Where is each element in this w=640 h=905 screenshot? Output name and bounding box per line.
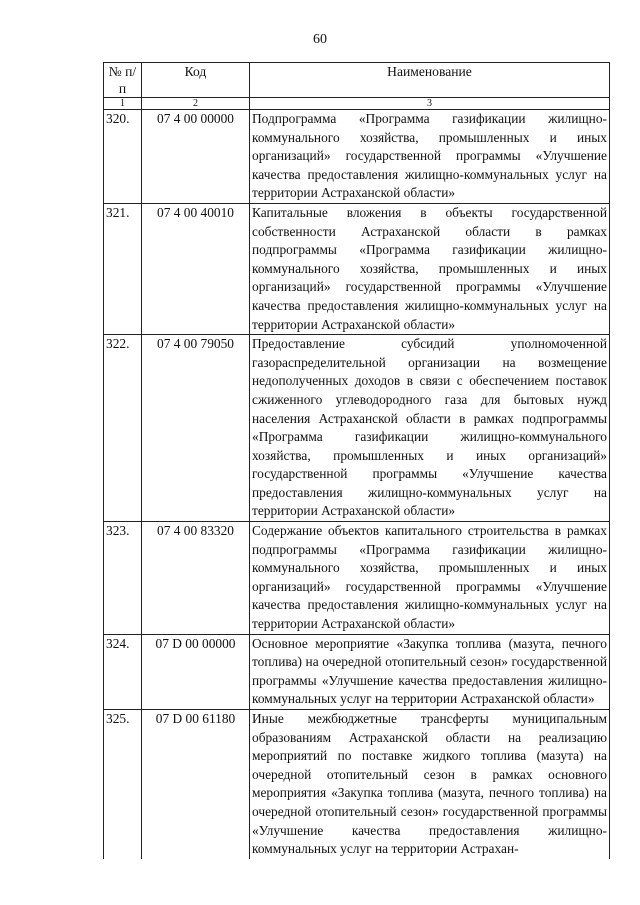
row-code: 07 4 00 00000	[142, 110, 250, 204]
column-index-row	[104, 98, 610, 110]
row-code: 07 4 00 40010	[142, 203, 250, 334]
row-number: 322.	[104, 335, 142, 522]
table-header-row	[104, 63, 610, 98]
row-name: Содержание объектов капитального строительства в рамках подпрограммы «Программа газификации жилищно-коммунального хозяйства, промышленных и иных организаций» государственной программы «Улучшение качества предоставления жилищно-коммунальных услуг на территории Астраханской области»	[250, 522, 610, 635]
row-name: Подпрограмма «Программа газификации жилищно-коммунального хозяйства, промышленных и иных организаций» государственной программы «Улучшение качества предоставления жилищно-коммунальных услуг на территории Астраханской области»	[250, 110, 610, 204]
header-name: Наименование	[250, 63, 610, 98]
row-number: 321.	[104, 203, 142, 334]
row-number: 320.	[104, 110, 142, 204]
row-code: 07 4 00 83320	[142, 522, 250, 635]
table-row	[104, 110, 610, 204]
table-row	[104, 203, 610, 334]
budget-classification-table	[103, 62, 610, 859]
row-name: Основное мероприятие «Закупка топлива (мазута, печного топлива) на очередной отопительный сезон» государственной программы «Улучшение качества предоставления жилищно-коммунальных услуг на территории Астраханской области»	[250, 634, 610, 709]
column-index: 1	[104, 98, 142, 110]
row-name: Предоставление субсидий уполномоченной газораспределительной организации на возмещение недополученных доходов в связи с обеспечением поставок сжиженного углеводородного газа для бытовых нужд населения Астраханской области в рамках подпрограммы «Программа газификации жилищно-коммунального хозяйства, промышленных и иных организаций» государственной программы «Улучшение качества предоставления жилищно-коммунальных услуг на территории Астраханской области»	[250, 335, 610, 522]
column-index: 3	[250, 98, 610, 110]
row-code: 07 4 00 79050	[142, 335, 250, 522]
table-row	[104, 634, 610, 709]
table-row	[104, 335, 610, 522]
row-code: 07 D 00 00000	[142, 634, 250, 709]
header-num: № п/п	[104, 63, 142, 98]
row-name: Иные межбюджетные трансферты муниципальным образованиям Астраханской области на реализацию мероприятий по поставке жидкого топлива (мазута) на очередной отопительный сезон в рамках основного мероприятия «Закупка топлива (мазута, печного топлива) на очередной отопительный сезон» государственной программы «Улучшение качества предоставления жилищно-коммунальных услуг на территории Астрахан-	[250, 710, 610, 859]
row-number: 323.	[104, 522, 142, 635]
row-code: 07 D 00 61180	[142, 710, 250, 859]
page-number: 60	[313, 32, 327, 47]
table-row	[104, 522, 610, 635]
column-index: 2	[142, 98, 250, 110]
header-code: Код	[142, 63, 250, 98]
row-number: 325.	[104, 710, 142, 859]
row-number: 324.	[104, 634, 142, 709]
table-row	[104, 710, 610, 859]
row-name: Капитальные вложения в объекты государственной собственности Астраханской области в рамках подпрограммы «Программа газификации жилищно-коммунального хозяйства, промышленных и иных организаций» государственной программы «Улучшение качества предоставления жилищно-коммунальных услуг на территории Астраханской области»	[250, 203, 610, 334]
